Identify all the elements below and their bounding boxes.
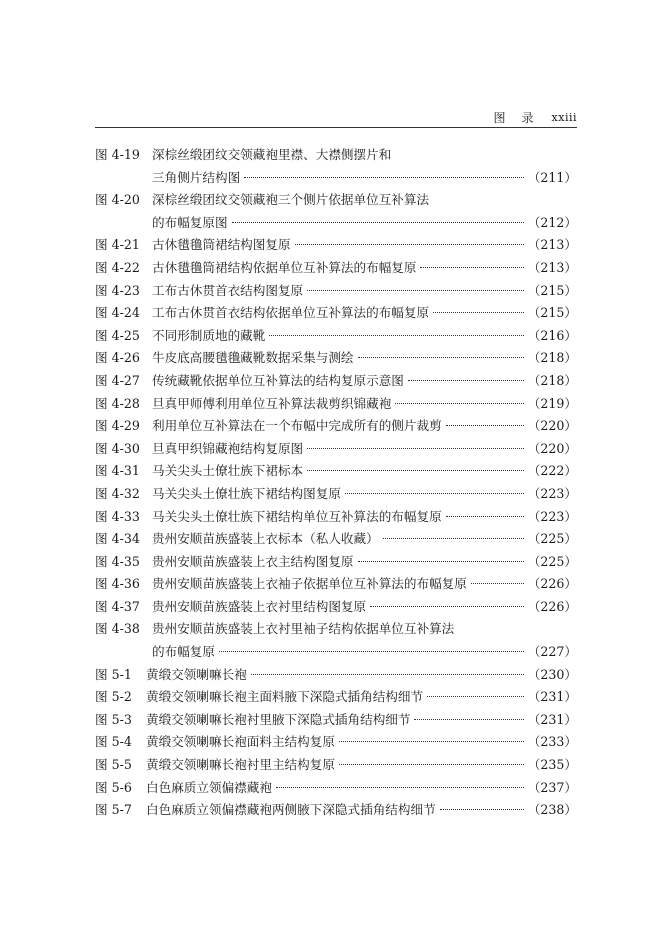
toc-entry[interactable]: [95, 731, 577, 754]
figure-number: 图 4-29: [95, 418, 140, 434]
entry-page-number: （226）: [527, 598, 577, 614]
toc-entry[interactable]: [95, 325, 577, 348]
figure-number: 图 4-19: [95, 147, 140, 162]
figure-title: 贵州安顺苗族盛装上衣主结构图复原: [152, 553, 354, 569]
figure-number: 图 5-3: [95, 711, 132, 727]
leader-dots: [395, 403, 523, 404]
figure-number: 图 4-27: [95, 372, 140, 388]
toc-entry[interactable]: [95, 280, 577, 303]
toc-entry[interactable]: [95, 234, 577, 257]
figure-number: 图 4-35: [95, 553, 140, 569]
entry-page-number: （238）: [527, 802, 577, 818]
toc-entry[interactable]: [95, 754, 577, 777]
leader-dots: [307, 290, 524, 291]
toc-entry[interactable]: [95, 302, 577, 325]
figure-title: 三角侧片结构图: [152, 169, 241, 185]
entry-page-number: （226）: [527, 576, 577, 592]
figure-title: 工布古休贯首衣结构依据单位互补算法的布幅复原: [152, 305, 430, 321]
leader-dots: [433, 312, 524, 313]
leader-dots: [307, 448, 524, 449]
leader-dots: [339, 741, 524, 742]
figure-number: 图 4-33: [95, 508, 140, 524]
figure-number: 图 4-38: [95, 621, 140, 637]
figure-title: 黄缎交领喇嘛长袍主面料腋下深隐式插角结构细节: [146, 689, 424, 705]
entry-page-number: （231）: [527, 711, 577, 727]
figure-title: 贵州安顺苗族盛装上衣衬里结构图复原: [152, 598, 367, 614]
figure-title: 的布幅复原: [152, 644, 215, 660]
figure-number: 图 5-1: [95, 666, 132, 682]
leader-dots: [339, 764, 524, 765]
entry-page-number: （218）: [527, 372, 577, 388]
leader-dots: [370, 606, 524, 607]
figure-number: 图 5-7: [95, 802, 132, 818]
toc-entry[interactable]: [95, 189, 577, 212]
leader-dots: [427, 696, 524, 697]
figure-title: 古休氆氇筒裙结构图复原: [152, 237, 291, 253]
entry-page-number: （216）: [527, 327, 577, 343]
figure-title: 黄缎交领喇嘛长袍面料主结构复原: [146, 734, 335, 750]
figure-number: 图 4-20: [95, 192, 140, 208]
leader-dots: [446, 516, 524, 517]
figure-number: 图 4-28: [95, 395, 140, 411]
figure-number: 图 4-36: [95, 576, 140, 592]
entry-page-number: （219）: [527, 395, 577, 411]
entry-page-number: （220）: [527, 418, 577, 434]
figure-title: 马关尖头土僚壮族下裙结构图复原: [152, 485, 341, 501]
figure-number: 图 5-4: [95, 734, 132, 750]
leader-dots: [276, 787, 524, 788]
figure-title: 深棕丝缎团纹交领藏袍里襟、大襟侧摆片和: [152, 147, 392, 162]
figure-title: 马关尖头土僚壮族下裙标本: [152, 463, 304, 479]
leader-dots: [295, 244, 524, 245]
section-title: 图录: [493, 110, 550, 125]
toc-entry[interactable]: [95, 686, 577, 709]
figure-title: 黄缎交领喇嘛长袍衬里腋下深隐式插角结构细节: [146, 711, 411, 727]
toc-entry[interactable]: [95, 415, 577, 438]
figure-number: 图 4-25: [95, 327, 140, 343]
leader-dots: [251, 674, 524, 675]
entry-page-number: （215）: [527, 282, 577, 298]
figure-number: 图 4-30: [95, 440, 140, 456]
entry-page-number: （231）: [527, 689, 577, 705]
figure-title: 利用单位互补算法在一个布幅中完成所有的侧片裁剪: [152, 418, 442, 434]
figure-number: 图 5-6: [95, 779, 132, 795]
toc-entry[interactable]: [95, 664, 577, 687]
figure-number: 图 4-21: [95, 237, 140, 253]
entry-page-number: （225）: [527, 531, 577, 547]
figure-number: 图 4-37: [95, 598, 140, 614]
toc-entry[interactable]: [95, 777, 577, 800]
leader-dots: [383, 538, 524, 539]
leader-dots: [307, 470, 524, 471]
figure-number: 图 4-31: [95, 463, 140, 479]
entry-page-number: （218）: [527, 350, 577, 366]
figure-title: 传统藏靴依据单位互补算法的结构复原示意图: [152, 372, 404, 388]
entry-page-number: （213）: [527, 237, 577, 253]
toc-entry[interactable]: [95, 483, 577, 506]
leader-dots: [244, 177, 524, 178]
figure-number: 图 4-26: [95, 350, 140, 366]
toc-entry[interactable]: [95, 438, 577, 461]
entry-page-number: （235）: [527, 757, 577, 773]
toc-entry[interactable]: [95, 709, 577, 732]
toc-entry[interactable]: [95, 370, 577, 393]
figure-number: 图 4-34: [95, 531, 140, 547]
toc-entry[interactable]: [95, 528, 577, 551]
leader-dots: [345, 493, 524, 494]
leader-dots: [440, 809, 524, 810]
entry-page-number: （215）: [527, 305, 577, 321]
running-header: [95, 108, 577, 126]
leader-dots: [414, 719, 523, 720]
leader-dots: [420, 267, 523, 268]
figure-title: 黄缎交领喇嘛长袍: [146, 666, 247, 682]
toc-entry[interactable]: [95, 573, 577, 596]
toc-entry[interactable]: [95, 799, 577, 822]
figure-number: 图 4-23: [95, 282, 140, 298]
figure-title: 牛皮底高腰氆氇藏靴数据采集与测绘: [152, 350, 354, 366]
figure-title: 古休氆氇筒裙结构依据单位互补算法的布幅复原: [152, 259, 417, 275]
leader-dots: [358, 561, 524, 562]
leader-dots: [471, 583, 524, 584]
figure-title: 工布古休贯首衣结构图复原: [152, 282, 304, 298]
figure-title: 深棕丝缎团纹交领藏袍三个侧片依据单位互补算法: [152, 192, 430, 208]
figure-title: 贵州安顺苗族盛装上衣袖子依据单位互补算法的布幅复原: [152, 576, 467, 592]
toc-entry[interactable]: [95, 618, 577, 641]
toc-entry[interactable]: [95, 212, 577, 235]
figure-title: 马关尖头土僚壮族下裙结构单位互补算法的布幅复原: [152, 508, 442, 524]
figure-number: 图 4-24: [95, 305, 140, 321]
entry-page-number: （220）: [527, 440, 577, 456]
figure-title: 白色麻质立领偏襟藏袍两侧腋下深隐式插角结构细节: [146, 802, 436, 818]
entry-page-number: （212）: [527, 214, 577, 230]
figure-title: 旦真甲师傅利用单位互补算法裁剪织锦藏袍: [152, 395, 392, 411]
entry-page-number: （233）: [527, 734, 577, 750]
page-number: xxiii: [551, 110, 577, 124]
toc-entry[interactable]: [95, 144, 577, 167]
entry-page-number: （222）: [527, 463, 577, 479]
entry-page-number: （223）: [527, 508, 577, 524]
toc-entry[interactable]: [95, 551, 577, 574]
figure-title: 不同形制质地的藏靴: [152, 327, 266, 343]
leader-dots: [358, 357, 524, 358]
figure-number: 图 5-2: [95, 689, 132, 705]
toc-entry[interactable]: [95, 460, 577, 483]
toc-entry[interactable]: [95, 641, 577, 664]
entry-page-number: （225）: [527, 553, 577, 569]
figure-number: 图 4-32: [95, 485, 140, 501]
entry-page-number: （213）: [527, 259, 577, 275]
leader-dots: [232, 222, 524, 223]
toc-entry[interactable]: [95, 167, 577, 190]
figure-list: [95, 144, 577, 822]
figure-title: 贵州安顺苗族盛装上衣衬里袖子结构依据单位互补算法: [152, 621, 455, 637]
header-rule: [95, 127, 577, 128]
figure-number: 图 5-5: [95, 757, 132, 773]
entry-page-number: （237）: [527, 779, 577, 795]
leader-dots: [219, 651, 524, 652]
figure-title: 旦真甲织锦藏袍结构复原图: [152, 440, 304, 456]
toc-entry[interactable]: [95, 506, 577, 529]
entry-page-number: （223）: [527, 485, 577, 501]
leader-dots: [408, 380, 524, 381]
toc-entry[interactable]: [95, 393, 577, 416]
figure-title: 白色麻质立领偏襟藏袍: [146, 779, 272, 795]
toc-entry[interactable]: [95, 257, 577, 280]
figure-title: 贵州安顺苗族盛装上衣标本（私人收藏）: [152, 531, 379, 547]
leader-dots: [446, 425, 524, 426]
figure-title: 黄缎交领喇嘛长袍衬里主结构复原: [146, 757, 335, 773]
figure-number: 图 4-22: [95, 259, 140, 275]
entry-page-number: （211）: [527, 169, 577, 185]
toc-entry[interactable]: [95, 347, 577, 370]
entry-page-number: （227）: [527, 644, 577, 660]
figure-title: 的布幅复原图: [152, 214, 228, 230]
leader-dots: [269, 335, 523, 336]
toc-entry[interactable]: [95, 596, 577, 619]
entry-page-number: （230）: [527, 666, 577, 682]
